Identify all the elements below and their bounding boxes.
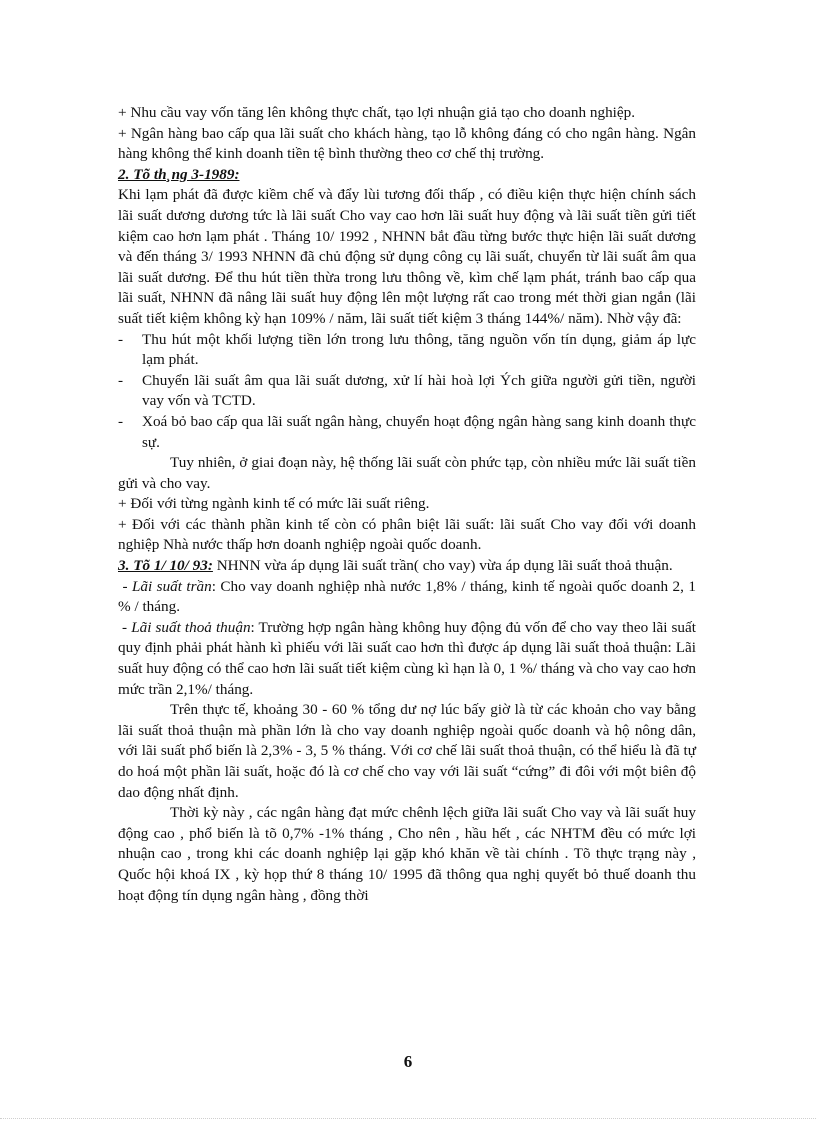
list-item <box>118 412 696 453</box>
document-body <box>118 103 696 906</box>
dash-marker: - <box>118 330 124 348</box>
paragraph: + Ngân hàng bao cấp qua lãi suất cho khách hàng, tạo lỗ không đáng có cho ngân hàng. Ngân hàng không thể kinh doanh tiền tệ bình thường theo cơ chế thị trường. <box>118 124 696 163</box>
list-item-text: Chuyển lãi suất âm qua lãi suất dương, xử lí hài hoà lợi Ých giữa người gửi tiền, người vay vốn và TCTD. <box>142 371 696 410</box>
paragraph: - Lãi suất thoả thuận: Trường hợp ngân hàng không huy động đủ vốn để cho vay theo lãi suất quy định phải phát hành kì phiếu với lãi suất cao hơn thì được áp dụng lãi suất thoả thuận: Lãi suất huy động có thể cao hơn lãi suất tiết kiệm cùng kì hạn là 0, 1 %/ tháng và cho vay cao hơn mức trần 2,1%/ tháng. <box>118 618 696 698</box>
heading-3: 3. Tõ 1/ 10/ 93: <box>118 557 213 575</box>
paragraph: - Lãi suất trần: Cho vay doanh nghiệp nhà nước 1,8% / tháng, kinh tế ngoài quốc doanh 2, 1 % / tháng. <box>118 577 696 616</box>
paragraph: + Đối với các thành phần kinh tế còn có phân biệt lãi suất: lãi suất Cho vay đối với doanh nghiệp Nhà nước thấp hơn doanh nghiệp ngoài quốc doanh. <box>118 515 696 554</box>
heading-2: 2. Tõ th¸ng 3-1989: <box>118 165 240 183</box>
list-item-text: Thu hút một khối lượng tiền lớn trong lưu thông, tăng nguồn vốn tín dụng, giảm áp lực lạm phát. <box>142 330 696 369</box>
term-label: Lãi suất trần <box>131 577 212 595</box>
page-bottom-rule <box>0 1118 816 1119</box>
list-item <box>118 371 696 412</box>
paragraph: + Đối với từng ngành kinh tế có mức lãi suất riêng. <box>118 495 430 513</box>
paragraph: Thời kỳ này , các ngân hàng đạt mức chênh lệch giữa lãi suất Cho vay và lãi suất huy động cao , phổ biến là tõ 0,7% -1% tháng , Cho nên , hầu hết , các NHTM đều có mức lợi nhuận cao , trong khi các doanh nghiệp lại gặp khó khăn về tài chính . Tõ thực trạng này , Quốc hội khoá IX , kỳ họp thứ 8 tháng 10/ 1995 đã thông qua nghị quyết bỏ thuế doanh thu hoạt động tín dụng ngân hàng , đồng thời <box>118 804 696 904</box>
paragraph: + Nhu cầu vay vốn tăng lên không thực chất, tạo lợi nhuận giả tạo cho doanh nghiệp. <box>118 104 636 121</box>
paragraph: Trên thực tế, khoảng 30 - 60 % tổng dư nợ lúc bấy giờ là từ các khoản cho vay bằng lãi suất thoả thuận mà phần lớn là cho vay doanh nghiệp ngoài quốc doanh và hộ nông dân, với lãi suất phổ biến là 2,3% - 3, 5 % tháng. Với cơ chế lãi suất thoả thuận, có thể hiểu là đã tự do hoá một phần lãi suất, hoặc đó là cơ chế cho vay với lãi suất “cứng” đi đôi với một biên độ dao động nhất định. <box>118 701 696 801</box>
paragraph <box>118 556 696 577</box>
page-number: 6 <box>403 1052 413 1071</box>
dash-marker: - <box>118 412 124 430</box>
paragraph: Khi lạm phát đã được kiềm chế và đẩy lùi tương đối thấp , có điều kiện thực hiện chính sách lãi suất dương dương tức là lãi suất Cho vay cao hơn lãi suất huy động và lãi suất tiền gửi tiết kiệm cao hơn lạm phát . Tháng 10/ 1992 , NHNN bắt đầu từng bước thực hiện lãi suất dương và đến tháng 3/ 1993 NHNN đã chủ động sử dụng công cụ lãi suất, chuyển từ lãi suất âm qua lãi suất dương. Để thu hút tiền thừa trong lưu thông về, kìm chế lạm phát, tránh bao cấp qua lãi suất, NHNN đã nâng lãi suất huy động lên một lượng rất cao trong mét thời gian ngắn (lãi suất tiết kiệm không kỳ hạn 109% / năm, lãi suất tiết kiệm 3 tháng 144%/ năm). Nhờ vậy đã: <box>118 186 696 327</box>
list-item <box>118 330 696 371</box>
list-item-text: Xoá bỏ bao cấp qua lãi suất ngân hàng, chuyển hoạt động ngân hàng sang kinh doanh thực sự. <box>142 412 696 451</box>
paragraph-text: : Cho vay doanh nghiệp nhà nước 1,8% / tháng, kinh tế ngoài quốc doanh 2, 1 % / tháng. <box>118 577 696 616</box>
section-heading <box>118 165 696 186</box>
paragraph: Tuy nhiên, ở giai đoạn này, hệ thống lãi suất còn phức tạp, còn nhiều mức lãi suất tiền gửi và cho vay. <box>118 454 696 492</box>
dash-marker: - <box>118 371 124 389</box>
term-label: Lãi suất thoả thuận <box>131 618 251 636</box>
paragraph-text: : Trường hợp ngân hàng không huy động đủ vốn để cho vay theo lãi suất quy định phải phát hành kì phiếu với lãi suất cao hơn thì được áp dụng lãi suất thoả thuận: Lãi suất huy động có thể cao hơn lãi suất tiết kiệm cùng kì hạn là 0, 1 %/ tháng và cho vay cao hơn mức trần 2,1%/ tháng. <box>118 618 696 698</box>
paragraph-text: NHNN vừa áp dụng lãi suất trần( cho vay) vừa áp dụng lãi suất thoả thuận. <box>212 557 673 575</box>
